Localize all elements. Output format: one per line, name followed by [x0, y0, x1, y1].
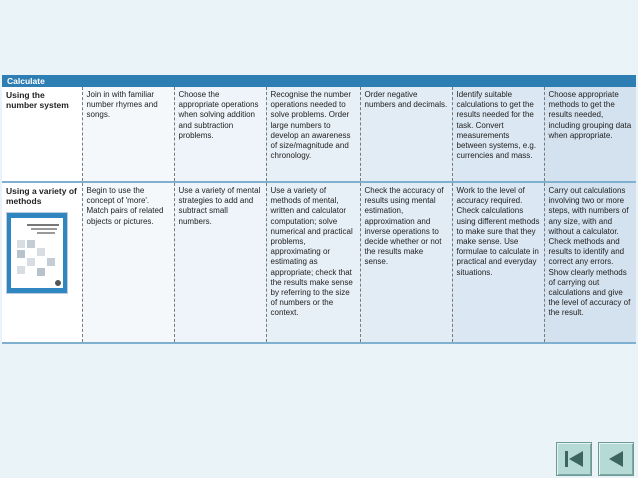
- skip-to-first-icon: [563, 449, 585, 469]
- table-cell: Work to the level of accuracy required. Check calculations using different methods to make sure that they make sense. Use formulae to calculate in practical and everyday situations.: [452, 182, 544, 343]
- first-slide-button[interactable]: [556, 442, 592, 476]
- table-cell: Join in with familiar number rhymes and songs.: [82, 87, 174, 182]
- table-cell: Choose appropriate methods to get the results needed, including grouping data when appropriate.: [544, 87, 636, 182]
- table-cell: Carry out calculations involving two or more steps, with numbers of any size, with and without a calculator. Check methods and results to identify and correct any errors. Show clearly methods of carrying out calculations and give the level of accuracy of the result.: [544, 182, 636, 343]
- row-label: Using the number system: [2, 87, 82, 182]
- previous-slide-button[interactable]: [598, 442, 634, 476]
- table-cell: Identify suitable calculations to get the results needed for the task. Convert measurements between systems, e.g. currencies and mass.: [452, 87, 544, 182]
- calculate-table: [2, 75, 636, 344]
- table-cell: Recognise the number operations needed to solve problems. Order large numbers to develop an awareness of size/magnitude and chronology.: [266, 87, 360, 182]
- document-thumbnail: [6, 212, 68, 294]
- section-header: Calculate: [2, 75, 636, 87]
- table-row: [2, 87, 636, 182]
- table-cell: Check the accuracy of results using mental estimation, approximation and inverse operations to decide whether or not the results make sense.: [360, 182, 452, 343]
- table-cell: Order negative numbers and decimals.: [360, 87, 452, 182]
- skills-table: [2, 87, 636, 344]
- table-cell: Begin to use the concept of 'more'. Match pairs of related objects or pictures.: [82, 182, 174, 343]
- table-row: [2, 182, 636, 343]
- previous-icon: [605, 449, 627, 469]
- row-header-cell: [2, 182, 82, 343]
- table-cell: Choose the appropriate operations when solving addition and subtraction problems.: [174, 87, 266, 182]
- row-label: Using a variety of methods: [6, 186, 77, 207]
- table-cell: Use a variety of mental strategies to add and subtract small numbers.: [174, 182, 266, 343]
- table-cell: Use a variety of methods of mental, written and calculator computation; solve numerical and practical problems, approximating or estimating as appropriate; check that the results make sense by referring to the size of numbers or the context.: [266, 182, 360, 343]
